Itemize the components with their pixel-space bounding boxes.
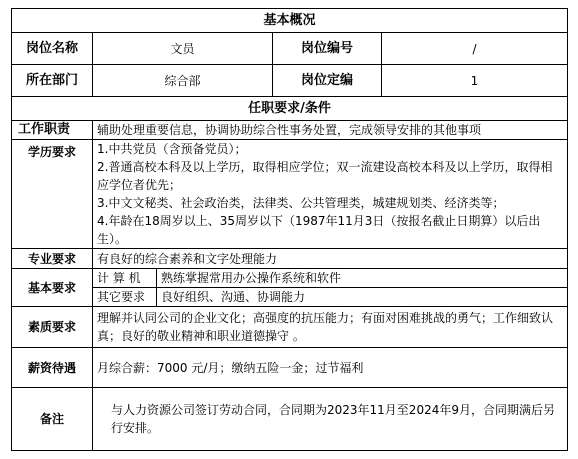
quota-value: 1 (382, 65, 568, 97)
professional-label: 专业要求 (12, 249, 93, 269)
education-item: 4.年龄在18周岁以上、35周岁以下（1987年11月3日（按报名截止日期算）以后出生）。 (97, 214, 541, 246)
education-list (93, 140, 568, 249)
other-row (12, 288, 568, 307)
education-item: 3.中文文秘类、社会政治类，法律类、公共管理类，城建规划类、经济类等； (97, 196, 505, 210)
professional-row (12, 249, 568, 269)
salary-row (12, 348, 568, 388)
department-value: 综合部 (93, 65, 273, 97)
computer-label: 计 算 机 (93, 269, 157, 288)
position-row (12, 33, 568, 65)
quality-value: 理解并认同公司的企业文化；高强度的抗压能力；有面对困难挑战的勇气；工作细致认真；良好的敬业精神和职业道德操守 。 (93, 307, 568, 348)
remarks-value: 与人力资源公司签订劳动合同，合同期为2023年11月至2024年9月，合同期满后另行安排。 (93, 388, 568, 451)
requirements-title: 任职要求/条件 (12, 97, 568, 121)
education-item: 1.中共党员（含预备党员）； (97, 142, 247, 156)
quality-row (12, 307, 568, 348)
quota-label: 岗位定编 (273, 65, 382, 97)
computer-value: 熟练掌握常用办公操作系统和软件 (157, 269, 568, 288)
professional-value: 有良好的综合素养和文字处理能力 (93, 249, 568, 269)
requirements-header-row (12, 97, 568, 121)
job-info-table (11, 8, 568, 451)
education-item: 2.普通高校本科及以上学历，取得相应学位；双一流建设高校本科及以上学历，取得相应学位者优先； (97, 160, 553, 192)
quality-label: 素质要求 (12, 307, 93, 348)
position-code-label: 岗位编号 (273, 33, 382, 65)
duties-row (12, 121, 568, 140)
department-row (12, 65, 568, 97)
other-label: 其它要求 (93, 288, 157, 307)
department-label: 所在部门 (12, 65, 93, 97)
education-label: 学历要求 (12, 140, 93, 249)
position-name-value: 文员 (93, 33, 273, 65)
duties-value: 辅助处理重要信息，协调协助综合性事务处置，完成领导安排的其他事项 (93, 121, 568, 140)
duties-label: 工作职责 (12, 121, 93, 140)
computer-row (12, 269, 568, 288)
position-code-value: / (382, 33, 568, 65)
overview-header-row (12, 9, 568, 33)
overview-title: 基本概况 (12, 9, 568, 33)
education-row (12, 140, 568, 249)
remarks-label: 备注 (12, 388, 93, 451)
salary-label: 薪资待遇 (12, 348, 93, 388)
basic-label: 基本要求 (12, 269, 93, 307)
other-value: 良好组织、沟通、协调能力 (157, 288, 568, 307)
remarks-row (12, 388, 568, 451)
position-name-label: 岗位名称 (12, 33, 93, 65)
salary-value: 月综合薪：7000 元/月；缴纳五险一金；过节福利 (93, 348, 568, 388)
